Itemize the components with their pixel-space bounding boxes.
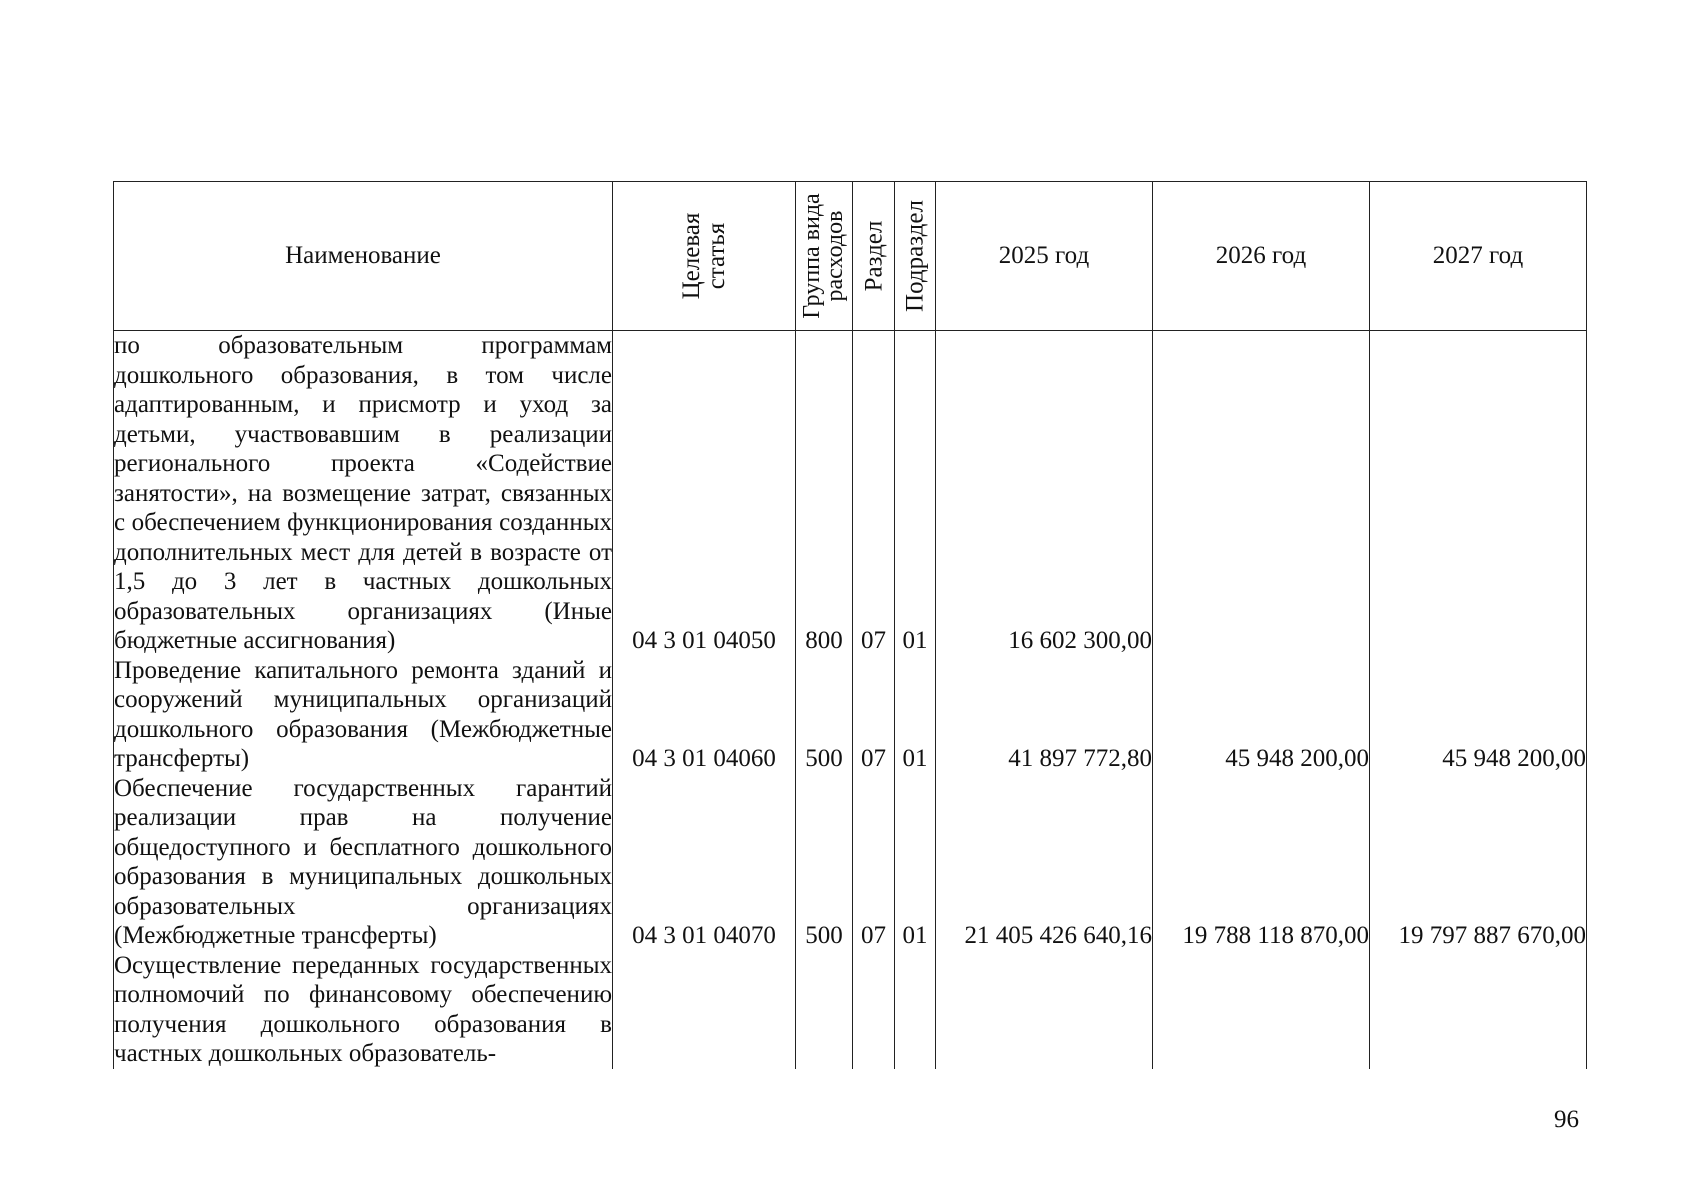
row-target: 04 3 01 04050 xyxy=(613,331,796,656)
header-section: Раздел xyxy=(853,182,895,331)
row-2027: 19 797 887 670,00 xyxy=(1370,774,1587,951)
header-2025: 2025 год xyxy=(936,182,1153,331)
table-row xyxy=(114,331,1587,656)
row-2026 xyxy=(1153,331,1370,656)
row-2026: 45 948 200,00 xyxy=(1153,656,1370,774)
row-group: 500 xyxy=(796,656,853,774)
header-2026: 2026 год xyxy=(1153,182,1370,331)
row-name: Обеспечение государственных гарантий реализации прав на получение общедоступного и бесплатного дошкольного образования в муниципальных дошкольных образовательных организациях (Межбюджетные трансферты) xyxy=(114,774,612,949)
header-row xyxy=(114,182,1587,331)
row-name: по образовательным программам дошкольного образования, в том числе адаптированным, и присмотр и уход за детьми, участвовавшим в реализации регионального проекта «Содействие занятости», на возмещение затрат, связанных с обеспечением функционирования созданных дополнительных мест для детей в возрасте от 1,5 до 3 лет в частных дошкольных образовательных организациях (Иные бюджетные ассигнования) xyxy=(114,332,612,654)
header-2027: 2027 год xyxy=(1370,182,1587,331)
row-subsection: 01 xyxy=(895,774,936,951)
row-2025 xyxy=(936,951,1153,1069)
row-2027 xyxy=(1370,951,1587,1069)
page-number: 96 xyxy=(1554,1106,1579,1133)
row-2025: 16 602 300,00 xyxy=(936,331,1153,656)
row-2025: 41 897 772,80 xyxy=(936,656,1153,774)
row-name: Осуществление переданных государственных полномочий по финансовому обеспечению получения дошкольного образования в частных дошкольных образователь- xyxy=(114,951,612,1067)
row-2026: 19 788 118 870,00 xyxy=(1153,774,1370,951)
table-row xyxy=(114,951,1587,1069)
row-2027 xyxy=(1370,331,1587,656)
row-subsection xyxy=(895,951,936,1069)
header-target: Целевая статья xyxy=(613,182,796,331)
row-group xyxy=(796,951,853,1069)
row-subsection: 01 xyxy=(895,656,936,774)
header-name: Наименование xyxy=(114,182,613,331)
row-2027: 45 948 200,00 xyxy=(1370,656,1587,774)
budget-table xyxy=(113,181,1587,1069)
row-target: 04 3 01 04060 xyxy=(613,656,796,774)
row-target: 04 3 01 04070 xyxy=(613,774,796,951)
row-section: 07 xyxy=(853,656,895,774)
header-expense-group: Группа вида расходов xyxy=(796,182,853,331)
table-row xyxy=(114,656,1587,774)
row-group: 500 xyxy=(796,774,853,951)
table-row xyxy=(114,774,1587,951)
row-name: Проведение капитального ремонта зданий и сооружений муниципальных организаций дошкольного образования (Межбюджетные трансферты) xyxy=(114,656,612,772)
row-section: 07 xyxy=(853,331,895,656)
row-section xyxy=(853,951,895,1069)
row-subsection: 01 xyxy=(895,331,936,656)
row-2026 xyxy=(1153,951,1370,1069)
row-group: 800 xyxy=(796,331,853,656)
header-subsection: Подраздел xyxy=(895,182,936,331)
row-section: 07 xyxy=(853,774,895,951)
row-target xyxy=(613,951,796,1069)
row-2025: 21 405 426 640,16 xyxy=(936,774,1153,951)
